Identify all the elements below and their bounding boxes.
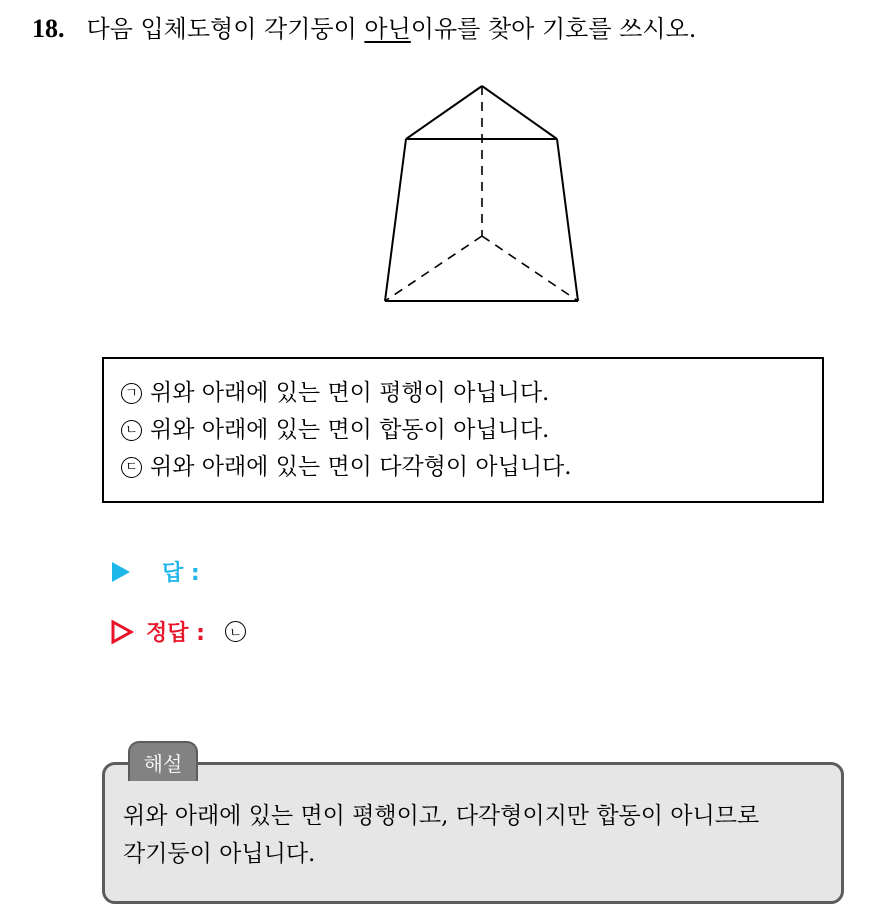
choice-item (121, 412, 822, 449)
play-triangle-icon (110, 560, 132, 584)
choice-item (121, 375, 822, 412)
question-text-end: 이유를 찾아 기호를 쓰시오. (410, 15, 697, 43)
answer-row (110, 556, 200, 587)
answer-label: 답 : (162, 561, 200, 586)
explanation-line: 위와 아래에 있는 면이 평행이고, 다각형이지만 합동이 아니므로 (123, 803, 760, 829)
correct-answer-row (110, 616, 254, 647)
edge (385, 139, 406, 301)
explanation-tag: 해설 (128, 741, 198, 781)
choice-marker: ㄷ (121, 457, 142, 478)
choice-item (121, 449, 822, 486)
edge (406, 86, 482, 139)
explanation-line: 각기둥이 아닙니다. (123, 841, 316, 867)
question-number: 18. (32, 14, 65, 43)
hidden-edge (385, 236, 482, 301)
question-stem (32, 14, 696, 44)
hidden-edge (482, 236, 578, 301)
explanation-box (102, 762, 844, 904)
frustum-figure (370, 70, 590, 310)
choice-marker: ㄴ (121, 420, 142, 441)
correct-answer-label: 정답 : (146, 621, 205, 646)
edge (557, 139, 578, 301)
choices-box (102, 357, 824, 503)
choice-marker: ㄱ (121, 383, 142, 404)
outline-triangle-icon (110, 619, 134, 645)
edge (482, 86, 557, 139)
question-text: 다음 입체도형이 각기둥이 (86, 15, 357, 43)
question-emphasis: 아닌 (364, 15, 411, 43)
correct-answer-value: ㄴ (225, 621, 246, 642)
choice-text: 위와 아래에 있는 면이 합동이 아닙니다. (150, 417, 550, 443)
choice-text: 위와 아래에 있는 면이 다각형이 아닙니다. (150, 454, 572, 480)
choice-text: 위와 아래에 있는 면이 평행이 아닙니다. (150, 380, 550, 406)
